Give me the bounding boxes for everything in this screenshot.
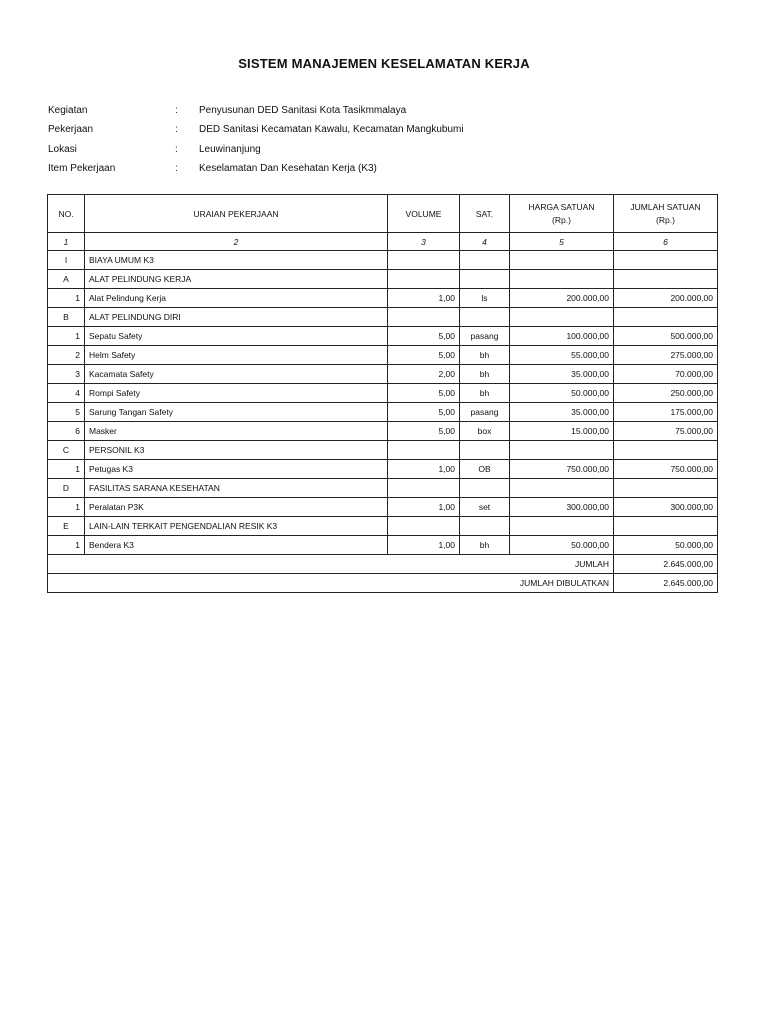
info-value: DED Sanitasi Kecamatan Kawalu, Kecamatan Mangkubumi: [199, 124, 464, 136]
section-row: [48, 251, 718, 270]
item-label: Kacamata Safety: [85, 365, 388, 384]
item-volume: 1,00: [388, 536, 460, 555]
item-label: Sarung Tangan Safety: [85, 403, 388, 422]
empty-cell: [388, 251, 460, 270]
section-code: B: [48, 308, 85, 327]
item-label: Peralatan P3K: [85, 498, 388, 517]
section-label: ALAT PELINDUNG KERJA: [85, 270, 388, 289]
total-row: [48, 574, 718, 593]
section-row: [48, 441, 718, 460]
item-price: 35.000,00: [510, 403, 614, 422]
item-no: 4: [48, 384, 85, 403]
column-index-row: [48, 233, 718, 251]
item-volume: 2,00: [388, 365, 460, 384]
table-row: [48, 422, 718, 441]
item-price: 15.000,00: [510, 422, 614, 441]
empty-cell: [388, 479, 460, 498]
item-total: 175.000,00: [614, 403, 718, 422]
header-jumlah-label: JUMLAH SATUAN: [630, 202, 701, 212]
empty-cell: [388, 517, 460, 536]
table-body: [48, 233, 718, 593]
item-total: 70.000,00: [614, 365, 718, 384]
header-volume: VOLUME: [388, 195, 460, 233]
table-row: [48, 384, 718, 403]
info-label: Item Pekerjaan: [48, 163, 116, 175]
info-label: Kegiatan: [48, 105, 88, 117]
section-label: FASILITAS SARANA KESEHATAN: [85, 479, 388, 498]
item-no: 3: [48, 365, 85, 384]
info-label: Pekerjaan: [48, 124, 94, 136]
total-label: JUMLAH: [48, 555, 614, 574]
item-label: Bendera K3: [85, 536, 388, 555]
item-no: 2: [48, 346, 85, 365]
item-total: 500.000,00: [614, 327, 718, 346]
section-code: E: [48, 517, 85, 536]
table-row: [48, 327, 718, 346]
section-code: C: [48, 441, 85, 460]
empty-cell: [510, 251, 614, 270]
item-no: 1: [48, 536, 85, 555]
item-volume: 5,00: [388, 384, 460, 403]
item-unit: bh: [460, 384, 510, 403]
item-unit: ls: [460, 289, 510, 308]
header-jumlah: [614, 195, 718, 233]
item-volume: 1,00: [388, 498, 460, 517]
header-harga-unit: (Rp.): [552, 215, 571, 225]
section-row: [48, 308, 718, 327]
total-value: 2.645.000,00: [614, 555, 718, 574]
section-code: A: [48, 270, 85, 289]
item-price: 55.000,00: [510, 346, 614, 365]
empty-cell: [614, 270, 718, 289]
info-colon: :: [175, 105, 178, 117]
column-index: 1: [48, 233, 85, 251]
item-volume: 5,00: [388, 422, 460, 441]
item-price: 100.000,00: [510, 327, 614, 346]
empty-cell: [388, 308, 460, 327]
item-unit: set: [460, 498, 510, 517]
item-volume: 1,00: [388, 289, 460, 308]
item-no: 6: [48, 422, 85, 441]
item-unit: pasang: [460, 327, 510, 346]
section-label: ALAT PELINDUNG DIRI: [85, 308, 388, 327]
total-label: JUMLAH DIBULATKAN: [48, 574, 614, 593]
section-code: D: [48, 479, 85, 498]
item-price: 50.000,00: [510, 384, 614, 403]
column-index: 2: [85, 233, 388, 251]
page-title: SISTEM MANAJEMEN KESELAMATAN KERJA: [238, 56, 530, 71]
table-row: [48, 460, 718, 479]
table-row: [48, 346, 718, 365]
column-index: 5: [510, 233, 614, 251]
section-label: LAIN-LAIN TERKAIT PENGENDALIAN RESIK K3: [85, 517, 388, 536]
empty-cell: [510, 308, 614, 327]
item-total: 300.000,00: [614, 498, 718, 517]
info-row-item-pekerjaan: [48, 159, 464, 178]
column-index: 3: [388, 233, 460, 251]
item-unit: OB: [460, 460, 510, 479]
empty-cell: [510, 270, 614, 289]
header-harga: [510, 195, 614, 233]
item-label: Petugas K3: [85, 460, 388, 479]
header-harga-label: HARGA SATUAN: [528, 202, 595, 212]
item-unit: pasang: [460, 403, 510, 422]
item-price: 50.000,00: [510, 536, 614, 555]
item-total: 50.000,00: [614, 536, 718, 555]
item-total: 200.000,00: [614, 289, 718, 308]
empty-cell: [614, 441, 718, 460]
section-row: [48, 479, 718, 498]
item-unit: bh: [460, 365, 510, 384]
section-row: [48, 270, 718, 289]
item-volume: 5,00: [388, 403, 460, 422]
info-value: Penyusunan DED Sanitasi Kota Tasikmmalaya: [199, 105, 407, 117]
table-row: [48, 403, 718, 422]
info-colon: :: [175, 124, 178, 136]
empty-cell: [460, 251, 510, 270]
section-code: I: [48, 251, 85, 270]
empty-cell: [510, 517, 614, 536]
empty-cell: [460, 479, 510, 498]
header-sat: SAT.: [460, 195, 510, 233]
info-colon: :: [175, 143, 178, 155]
section-label: PERSONIL K3: [85, 441, 388, 460]
item-no: 1: [48, 460, 85, 479]
item-price: 750.000,00: [510, 460, 614, 479]
header-uraian: URAIAN PEKERJAAN: [85, 195, 388, 233]
empty-cell: [614, 308, 718, 327]
cost-table: [47, 194, 718, 593]
item-volume: 5,00: [388, 327, 460, 346]
table-row: [48, 365, 718, 384]
empty-cell: [460, 441, 510, 460]
item-no: 1: [48, 289, 85, 308]
empty-cell: [510, 479, 614, 498]
item-price: 35.000,00: [510, 365, 614, 384]
total-row: [48, 555, 718, 574]
empty-cell: [614, 517, 718, 536]
empty-cell: [388, 270, 460, 289]
table-row: [48, 289, 718, 308]
item-total: 275.000,00: [614, 346, 718, 365]
info-row-pekerjaan: [48, 120, 464, 139]
column-index: 6: [614, 233, 718, 251]
item-price: 300.000,00: [510, 498, 614, 517]
item-unit: box: [460, 422, 510, 441]
empty-cell: [460, 517, 510, 536]
item-total: 750.000,00: [614, 460, 718, 479]
item-label: Helm Safety: [85, 346, 388, 365]
empty-cell: [460, 308, 510, 327]
item-label: Sepatu Safety: [85, 327, 388, 346]
empty-cell: [614, 479, 718, 498]
empty-cell: [510, 441, 614, 460]
info-row-kegiatan: [48, 101, 464, 120]
table-row: [48, 536, 718, 555]
item-no: 1: [48, 498, 85, 517]
info-value: Leuwinanjung: [199, 143, 261, 155]
table-row: [48, 498, 718, 517]
column-index: 4: [460, 233, 510, 251]
empty-cell: [388, 441, 460, 460]
item-total: 250.000,00: [614, 384, 718, 403]
item-unit: bh: [460, 346, 510, 365]
item-no: 5: [48, 403, 85, 422]
empty-cell: [614, 251, 718, 270]
info-row-lokasi: [48, 140, 464, 159]
total-value: 2.645.000,00: [614, 574, 718, 593]
item-price: 200.000,00: [510, 289, 614, 308]
item-unit: bh: [460, 536, 510, 555]
section-label: BIAYA UMUM K3: [85, 251, 388, 270]
info-block: [48, 101, 464, 178]
item-label: Alat Pelindung Kerja: [85, 289, 388, 308]
item-volume: 1,00: [388, 460, 460, 479]
item-volume: 5,00: [388, 346, 460, 365]
section-row: [48, 517, 718, 536]
header-no: NO.: [48, 195, 85, 233]
header-jumlah-unit: (Rp.): [656, 215, 675, 225]
info-value: Keselamatan Dan Kesehatan Kerja (K3): [199, 163, 377, 175]
item-no: 1: [48, 327, 85, 346]
info-colon: :: [175, 163, 178, 175]
item-label: Rompi Safety: [85, 384, 388, 403]
info-label: Lokasi: [48, 143, 77, 155]
empty-cell: [460, 270, 510, 289]
item-label: Masker: [85, 422, 388, 441]
item-total: 75.000,00: [614, 422, 718, 441]
table-header-row: [48, 195, 718, 233]
